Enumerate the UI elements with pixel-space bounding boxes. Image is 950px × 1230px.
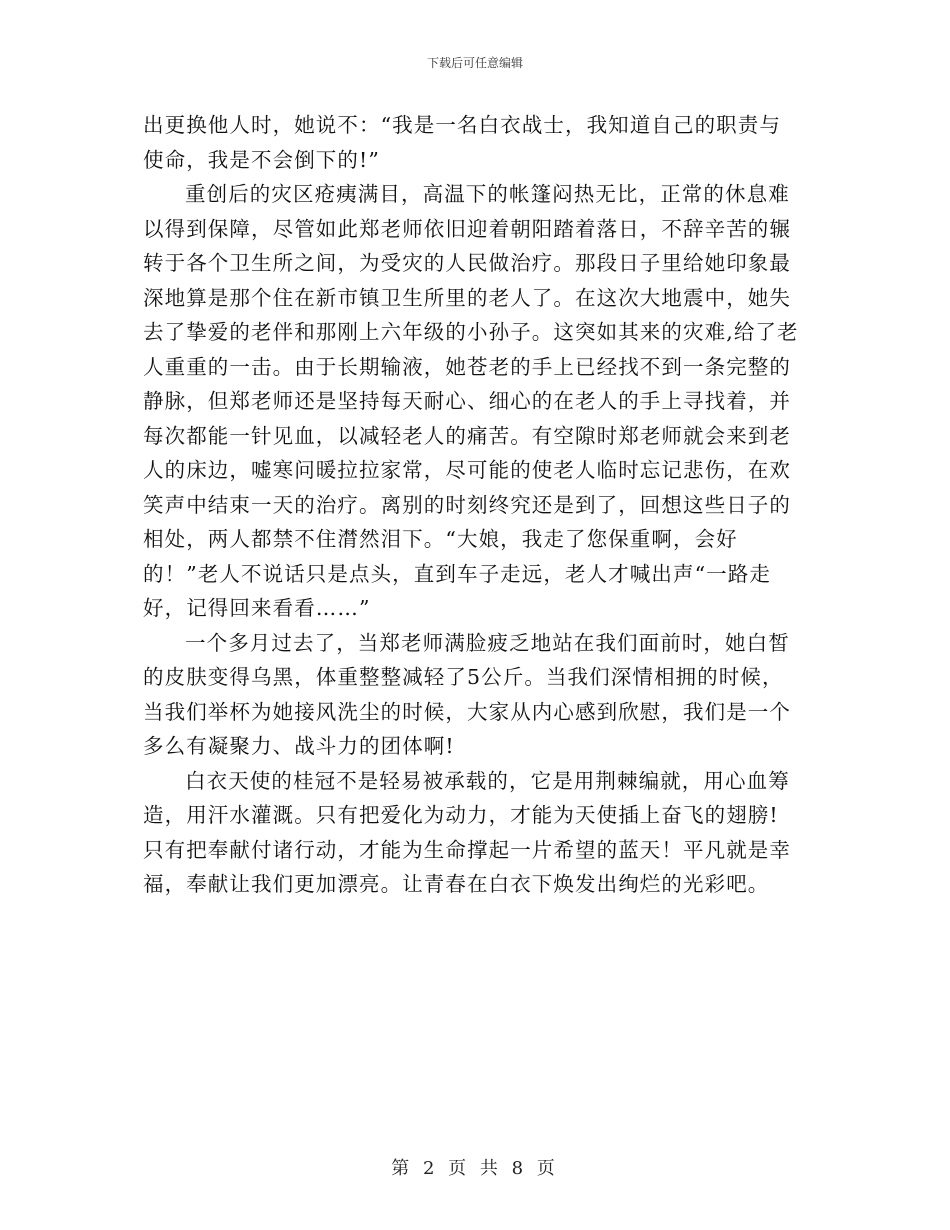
text-line: 白衣天使的桂冠不是轻易被承载的，它是用荆棘编就，用心血筹 (185, 768, 790, 793)
text-line: 以得到保障，尽管如此郑老师依旧迎着朝阳踏着落日，不辞辛苦的辗 (143, 216, 791, 241)
text-line: 福，奉献让我们更加漂亮。让青春在白衣下焕发出绚烂的光彩吧。 (143, 872, 770, 896)
text-line: 人重重的一击。由于长期输液，她苍老的手上已经找不到一条完整的 (143, 354, 791, 379)
text-line: 使命，我是不会倒下的!” (143, 147, 380, 172)
paragraph-1 (143, 108, 811, 177)
text-line: 人的床边，嘘寒问暖拉拉家常，尽可能的使老人临时忘记悲伤，在欢 (143, 458, 791, 482)
text-line: 只有把奉献付诸行动，才能为生命撑起一片希望的蓝天！平凡就是幸 (143, 837, 791, 862)
document-body (143, 108, 811, 902)
text-line: 静脉，但郑老师还是坚持每天耐心、细心的在老人的手上寻找着，并 (143, 389, 791, 413)
text-line: 相处，两人都禁不住潸然泪下。“大娘，我走了您保重啊，会好 (143, 527, 738, 551)
paragraph-4 (143, 764, 811, 902)
text-line: 深地算是那个住在新市镇卫生所里的老人了。在这次大地震中，她失 (143, 285, 791, 310)
page-footer: 第 2 页 共 8 页 (391, 1158, 559, 1179)
text-line: 的皮肤变得乌黑，体重整整减轻了5公斤。当我们深情相拥的时候， (143, 665, 784, 689)
text-line: 一个多月过去了，当郑老师满脸疲乏地站在我们面前时，她白皙 (185, 630, 790, 655)
text-line: 重创后的灾区疮痍满目，高温下的帐篷闷热无比，正常的休息难 (185, 182, 790, 206)
text-line: 多么有凝聚力、战斗力的团体啊! (143, 734, 455, 758)
text-line: 出更换他人时，她说不：“我是一名白衣战士，我知道自己的职责与 (143, 113, 781, 137)
text-line: 每次都能一针见血，以减轻老人的痛苦。有空隙时郑老师就会来到老 (143, 423, 791, 448)
paragraph-3 (143, 626, 811, 764)
text-line: 好，记得回来看看……” (143, 596, 371, 620)
text-line: 笑声中结束一天的治疗。离别的时刻终究还是到了，回想这些日子的 (143, 492, 791, 517)
text-line: 当我们举杯为她接风洗尘的时候，大家从内心感到欣慰，我们是一个 (143, 699, 791, 724)
text-line: 转于各个卫生所之间，为受灾的人民做治疗。那段日子里给她印象最 (143, 251, 791, 275)
paragraph-2 (143, 177, 811, 626)
text-line: 造，用汗水灌溉。只有把爱化为动力，才能为天使插上奋飞的翅膀! (143, 803, 779, 827)
text-line: 去了挚爱的老伴和那刚上六年级的小孙子。这突如其来的灾难,给了老 (143, 320, 799, 344)
text-line: 的！”老人不说话只是点头，直到车子走远，老人才喊出声“一路走 (143, 561, 771, 586)
page-header: 下载后可任意编辑 (426, 56, 523, 70)
